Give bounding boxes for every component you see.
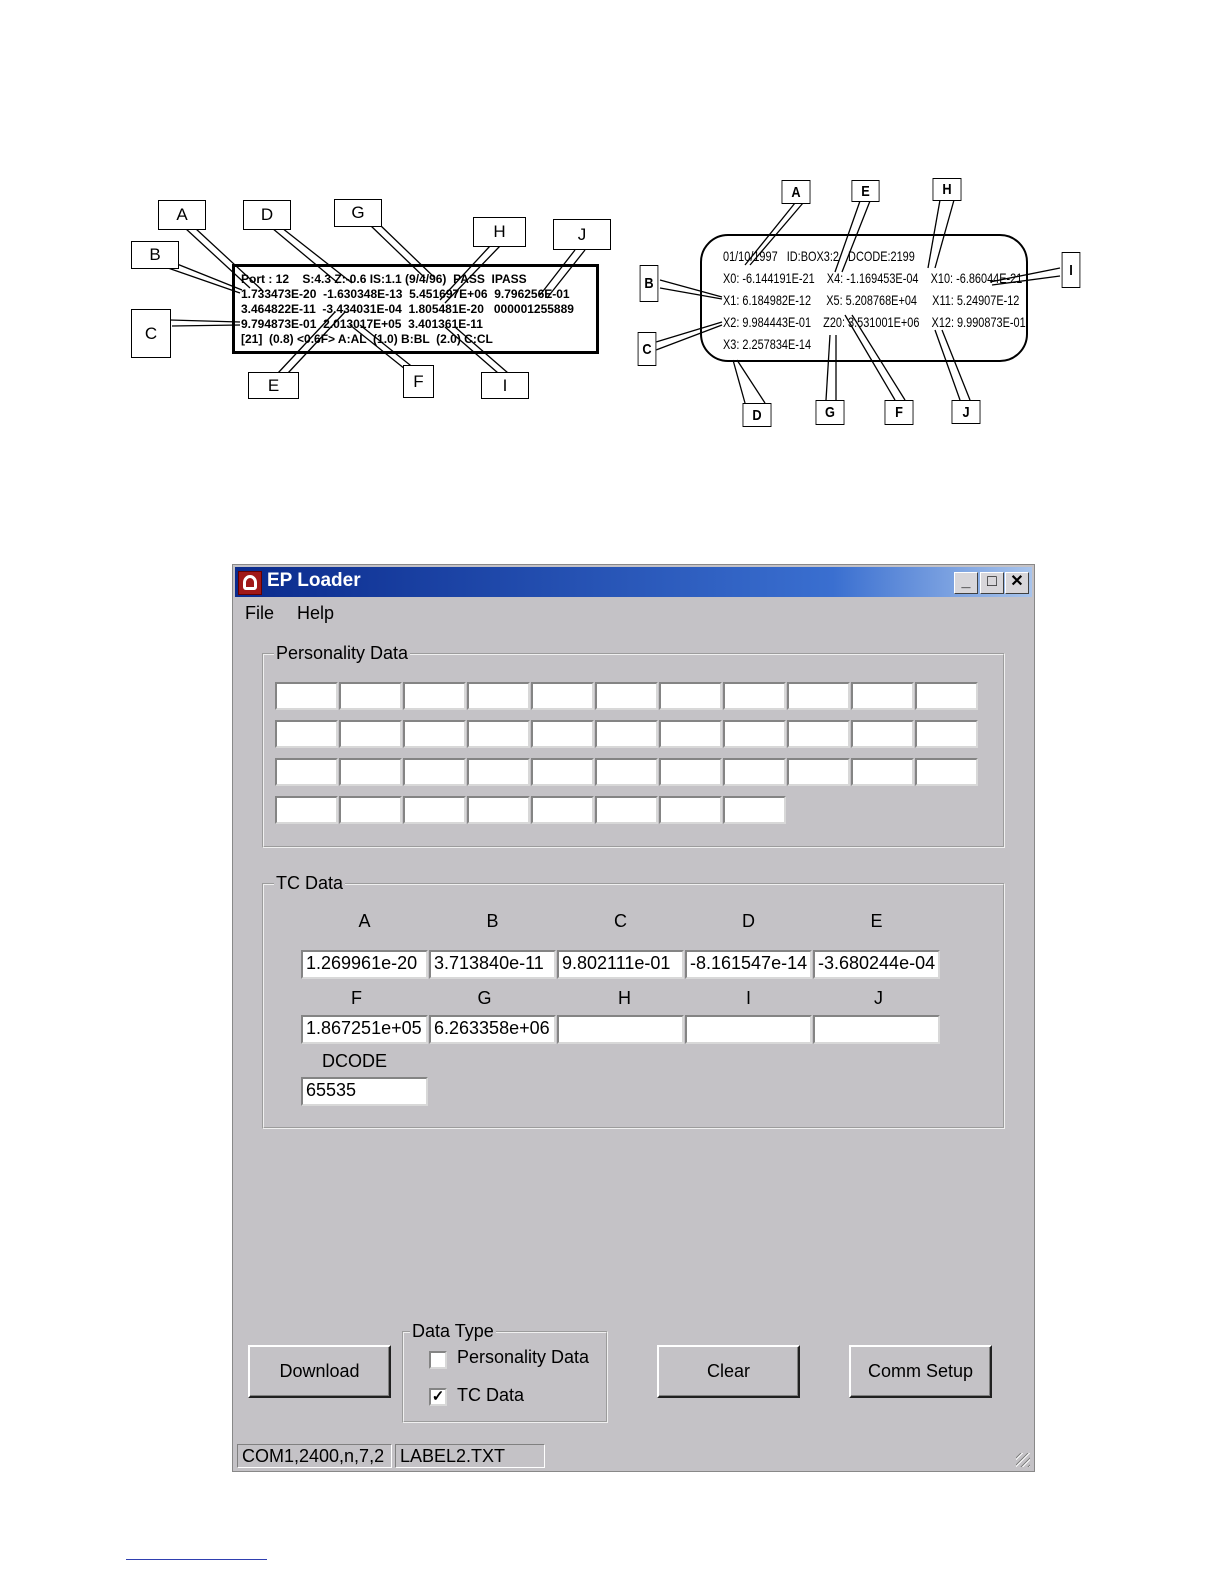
status-file: LABEL2.TXT <box>395 1444 545 1468</box>
tc-data-checkbox-label[interactable]: TC Data <box>457 1385 525 1405</box>
callout-d: D <box>243 200 291 230</box>
callout-a: A <box>158 200 206 230</box>
callout-e: E <box>851 180 879 202</box>
personality-field[interactable] <box>595 796 658 824</box>
personality-field[interactable] <box>595 720 658 748</box>
personality-field[interactable] <box>787 682 850 710</box>
data-type-legend: Data Type <box>412 1321 494 1341</box>
personality-field[interactable] <box>339 682 402 710</box>
personality-field[interactable] <box>723 682 786 710</box>
tc-field-f[interactable]: 1.867251e+05 <box>301 1015 428 1044</box>
callout-j: J <box>553 219 611 250</box>
tc-field-d[interactable]: -8.161547e-14 <box>685 950 812 979</box>
printed-label-left <box>232 264 599 354</box>
tc-data-checkbox[interactable]: ✓ <box>429 1388 447 1406</box>
close-button[interactable]: ✕ <box>1005 572 1029 594</box>
tc-label-f: F <box>351 988 362 1008</box>
personality-field[interactable] <box>275 682 338 710</box>
tc-field-e[interactable]: -3.680244e-04 <box>813 950 940 979</box>
personality-field[interactable] <box>531 796 594 824</box>
label-left-line-3: 3.464822E-11 -3.434031E-04 1.805481E-20 000001255889 <box>241 302 574 316</box>
personality-field[interactable] <box>723 720 786 748</box>
tc-label-h: H <box>618 988 631 1008</box>
callout-leader-lines <box>0 0 1224 460</box>
personality-data-legend: Personality Data <box>276 643 409 663</box>
label-right-line-5: X3: 2.257834E-14 <box>723 336 812 352</box>
personality-data-checkbox[interactable] <box>429 1351 447 1369</box>
personality-field[interactable] <box>915 720 978 748</box>
personality-field[interactable] <box>595 682 658 710</box>
tc-label-c: C <box>614 911 627 931</box>
callout-f: F <box>403 365 434 398</box>
callout-c: C <box>638 332 657 366</box>
callout-b: B <box>640 265 659 302</box>
callout-a: A <box>782 180 811 204</box>
personality-field[interactable] <box>403 682 466 710</box>
personality-field[interactable] <box>275 758 338 786</box>
tc-label-b: B <box>486 911 499 931</box>
tc-label-g: G <box>477 988 492 1008</box>
tc-label-d: D <box>742 911 755 931</box>
download-button[interactable]: Download <box>248 1345 391 1398</box>
callout-d: D <box>743 403 772 427</box>
callout-h: H <box>933 178 962 201</box>
callout-e: E <box>248 372 299 399</box>
label-left-line-2: 1.733473E-20 -1.630348E-13 5.451697E+06 9.796256E-01 <box>241 287 570 301</box>
maximize-button[interactable]: □ <box>980 572 1004 594</box>
personality-field[interactable] <box>723 796 786 824</box>
label-left-line-1: Port : 12 S:4.3 Z:-0.6 IS:1.1 (9/4/96) PASS IPASS <box>241 272 527 286</box>
label-left-line-5: [21] (0.8) <0.6F> A:AL (1.0) B:BL (2.0) C:CL <box>241 332 493 346</box>
data-type-group <box>402 1321 608 1423</box>
dcode-label: DCODE <box>321 1051 387 1071</box>
printed-label-right <box>700 234 1028 362</box>
callout-b: B <box>131 241 179 269</box>
personality-field[interactable] <box>915 682 978 710</box>
personality-field[interactable] <box>595 758 658 786</box>
tc-label-a: A <box>358 911 371 931</box>
tc-field-c[interactable]: 9.802111e-01 <box>557 950 684 979</box>
tc-data-legend: TC Data <box>276 873 344 893</box>
title-bar[interactable] <box>235 567 1032 597</box>
personality-field[interactable] <box>851 682 914 710</box>
personality-field[interactable] <box>467 796 530 824</box>
app-icon[interactable] <box>238 571 262 595</box>
personality-field[interactable] <box>531 758 594 786</box>
personality-field[interactable] <box>403 720 466 748</box>
status-port: COM1,2400,n,7,2 <box>237 1444 392 1468</box>
personality-field[interactable] <box>467 720 530 748</box>
callout-i: I <box>481 372 529 399</box>
personality-data-checkbox-label[interactable]: Personality Data <box>457 1347 590 1367</box>
ep-loader-window <box>232 564 1035 1472</box>
tc-field-h[interactable] <box>557 1015 684 1044</box>
personality-field[interactable] <box>659 758 722 786</box>
callout-f: F <box>885 400 914 425</box>
label-right-line-2: X0: -6.144191E-21 X4: -1.169453E-04 X10: -6.86044E-21 <box>723 270 1023 286</box>
label-right-line-4: X2: 9.984443E-01 Z20: 3.531001E+06 X12: 9.990873E-01 <box>723 314 1026 330</box>
personality-field[interactable] <box>915 758 978 786</box>
personality-field[interactable] <box>531 682 594 710</box>
minimize-button[interactable]: _ <box>954 572 978 594</box>
personality-field[interactable] <box>339 758 402 786</box>
footnote-rule <box>126 1559 267 1560</box>
personality-field[interactable] <box>723 758 786 786</box>
personality-field[interactable] <box>531 720 594 748</box>
tc-field-a[interactable]: 1.269961e-20 <box>301 950 428 979</box>
callout-c: C <box>131 309 171 358</box>
menu-help[interactable]: Help <box>297 603 335 623</box>
callout-i: I <box>1062 252 1081 288</box>
dcode-field[interactable]: 65535 <box>301 1077 428 1106</box>
tc-label-i: I <box>745 988 751 1008</box>
personality-field[interactable] <box>787 720 850 748</box>
personality-field[interactable] <box>659 720 722 748</box>
tc-label-j: J <box>874 988 883 1008</box>
label-right-line-3: X1: 6.184982E-12 X5: 5.208768E+04 X11: 5.24907E-12 <box>723 292 1020 308</box>
label-diagrams <box>0 0 1224 460</box>
personality-field[interactable] <box>275 720 338 748</box>
personality-field[interactable] <box>403 796 466 824</box>
callout-j: J <box>952 400 981 424</box>
tc-label-e: E <box>870 911 883 931</box>
clear-button[interactable]: Clear <box>657 1345 800 1398</box>
label-left-line-4: 9.794873E-01 2.013017E+05 3.401361E-11 <box>241 317 483 331</box>
tc-field-j[interactable] <box>813 1015 940 1044</box>
callout-g: G <box>816 400 845 425</box>
personality-field[interactable] <box>851 758 914 786</box>
personality-field[interactable] <box>467 682 530 710</box>
personality-field[interactable] <box>339 796 402 824</box>
tc-field-b[interactable]: 3.713840e-11 <box>429 950 556 979</box>
personality-field[interactable] <box>339 720 402 748</box>
personality-field[interactable] <box>787 758 850 786</box>
comm-setup-button[interactable]: Comm Setup <box>849 1345 992 1398</box>
tc-field-i[interactable] <box>685 1015 812 1044</box>
menu-file[interactable]: File <box>245 603 275 623</box>
personality-field[interactable] <box>659 682 722 710</box>
personality-field[interactable] <box>467 758 530 786</box>
callout-g: G <box>334 199 382 227</box>
label-right-line-1: 01/10/1997 ID:BOX3:2 DCODE:2199 <box>723 248 915 264</box>
personality-field[interactable] <box>851 720 914 748</box>
tc-field-g[interactable]: 6.263358e+06 <box>429 1015 556 1044</box>
resize-grip[interactable] <box>1016 1453 1030 1467</box>
menu-bar <box>245 603 352 624</box>
personality-field[interactable] <box>403 758 466 786</box>
callout-h: H <box>473 217 526 247</box>
personality-field[interactable] <box>275 796 338 824</box>
personality-field[interactable] <box>659 796 722 824</box>
window-title: EP Loader <box>267 570 361 591</box>
